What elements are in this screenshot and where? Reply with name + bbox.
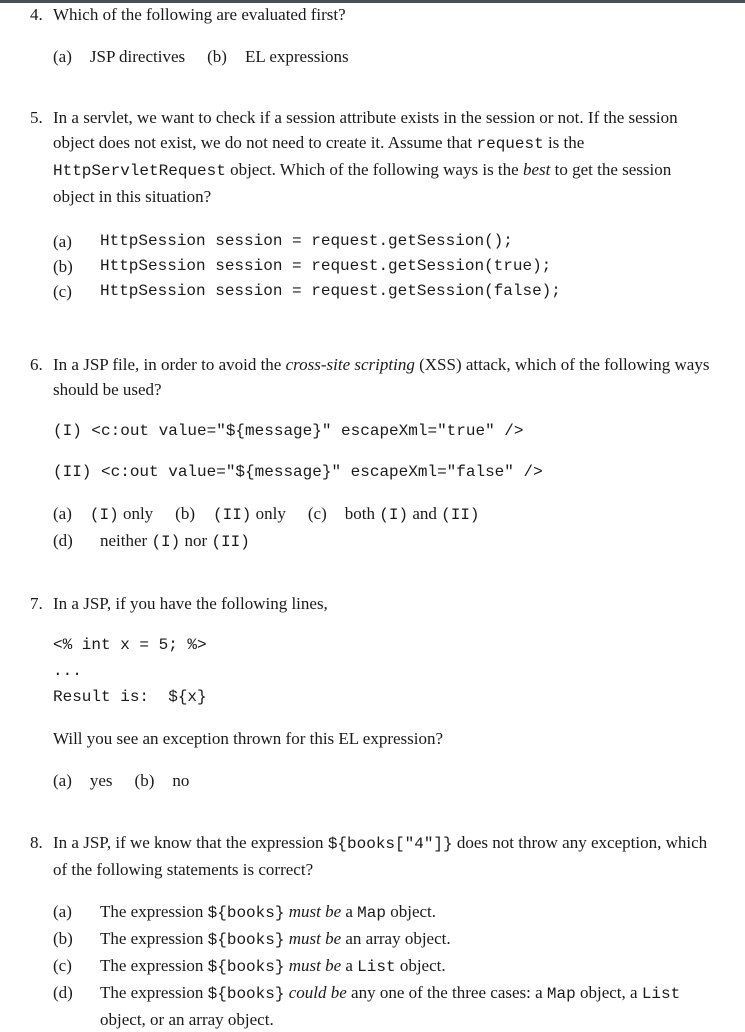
question-number: 7.	[30, 594, 43, 613]
question-text: Which of the following are evaluated first?	[53, 5, 346, 24]
code-line-1: (I) <c:out value="${message}" escapeXml="true" />	[53, 422, 524, 440]
option-a: (a) The expression ${books} must be a Map object.	[53, 902, 437, 922]
question-8	[30, 830, 710, 1032]
followup-text: Will you see an exception thrown for this EL expression?	[53, 729, 444, 748]
question-text: In a JSP, if you have the following lines,	[53, 594, 328, 613]
option-a: (a) HttpSession session = request.getSession();	[53, 232, 513, 251]
question-text: In a JSP file, in order to avoid the cross-site scripting (XSS) attack, which of the following ways should be used?	[53, 355, 710, 399]
question-number: 5.	[30, 108, 43, 127]
option-b: (b) no	[134, 771, 190, 790]
code-line-2: (II) <c:out value="${message}" escapeXml="false" />	[53, 463, 543, 481]
option-d: (d) The expression ${books} could be any one of the three cases: a Map object, a List object, or an array object.	[53, 983, 681, 1029]
question-number: 8.	[30, 833, 43, 852]
option-b: (b) (II) only	[175, 504, 286, 524]
question-6	[30, 352, 710, 555]
option-b: (b) EL expressions	[207, 47, 349, 66]
code-line-3: Result is: ${x}	[53, 688, 207, 706]
option-c: (c) both (I) and (II)	[307, 504, 480, 524]
option-c: (c) The expression ${books} must be a List object.	[53, 956, 446, 976]
code-line-1: <% int x = 5; %>	[53, 636, 207, 654]
question-number: 4.	[30, 5, 43, 24]
option-b: (b) The expression ${books} must be an array object.	[53, 929, 451, 949]
option-c: (c) HttpSession session = request.getSession(false);	[53, 282, 561, 301]
question-text: In a servlet, we want to check if a session attribute exists in the session or not. If the session object does not exist, we do not need to create it. Assume that request is the HttpServletRequest object. Which of the following ways is the best to get the session object in this situation?	[53, 108, 678, 206]
question-4	[30, 2, 710, 69]
question-5	[30, 105, 710, 304]
option-a: (a) JSP directives	[53, 47, 186, 66]
code-line-2: ...	[53, 662, 82, 680]
option-d: (d) neither (I) nor (II)	[53, 531, 250, 551]
option-a: (a) (I) only	[53, 504, 154, 524]
option-b: (b) HttpSession session = request.getSession(true);	[53, 257, 552, 276]
option-a: (a) yes	[53, 771, 113, 790]
question-number: 6.	[30, 355, 43, 374]
question-7	[30, 591, 710, 793]
question-text: In a JSP, if we know that the expression ${books["4"]} does not throw any exception, which of the following statements is correct?	[53, 833, 708, 879]
